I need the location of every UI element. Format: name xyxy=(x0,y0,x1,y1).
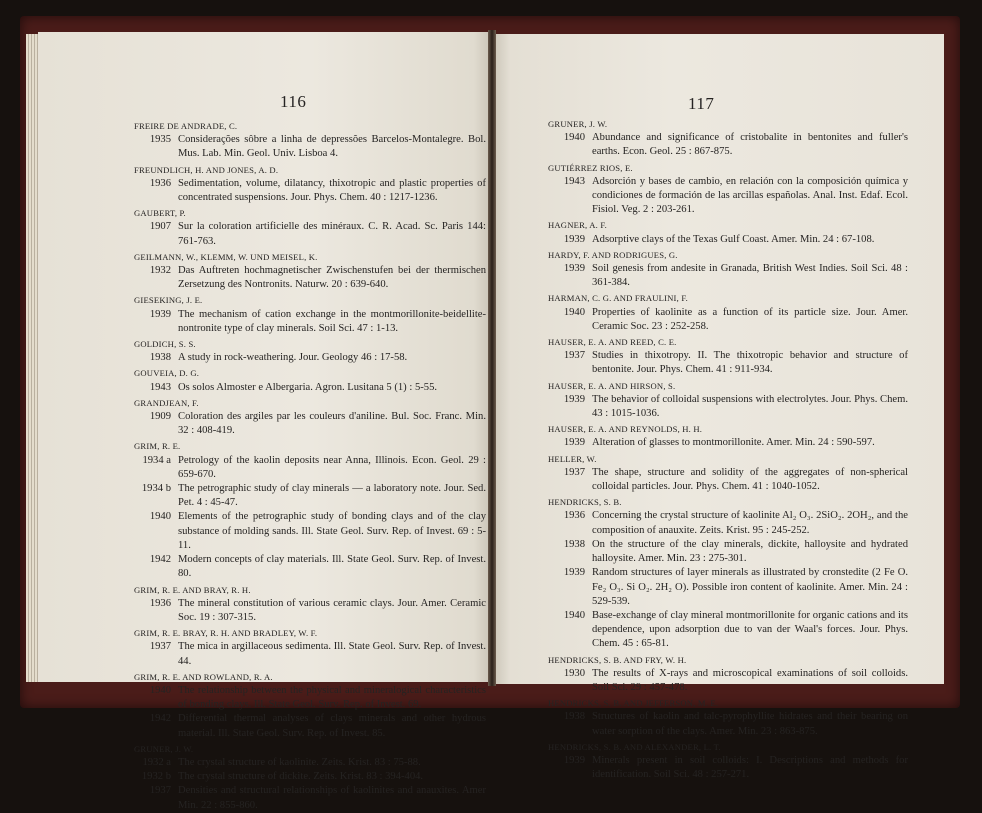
reference-text: Adsorptive clays of the Texas Gulf Coast. Amer. Min. 24 : 67-108. xyxy=(592,233,875,245)
reference-text: Minerals present in soil colloids: I. Descriptions and methods for identification. Soil Sci. 48 : 257-271. xyxy=(592,754,908,781)
reference-text: The mechanism of cation exchange in the montmorillonite-beidellite-nontronite type of clay minerals. Soil Sci. 47 : 1-13. xyxy=(178,308,486,334)
author-heading: FREUNDLICH, H. AND JONES, A. D. xyxy=(134,164,279,175)
reference-entry xyxy=(134,597,486,625)
reference-year: 1940 xyxy=(149,684,171,696)
reference-entry xyxy=(548,306,908,334)
reference-entry xyxy=(134,177,486,205)
author-heading: HAGNER, A. F. xyxy=(548,220,607,231)
reference-text: Das Auftreten hochmagnetischer Zwischenstufen bei der thermischen Zersetzung des Nontronits. Naturw. 20 : 639-640. xyxy=(178,265,486,291)
reference-year: 1939 xyxy=(563,567,585,579)
right-page xyxy=(492,34,944,781)
author-heading: GRUNER, J. W. xyxy=(548,119,608,129)
author-heading: HENDRICKS, S. B. AND FRY, W. H. xyxy=(548,654,687,665)
reference-text: Coloration des argiles par les couleurs d'aniline. Bul. Soc. Franc. Min. 32 : 408-419. xyxy=(178,411,486,437)
reference-text: Modern concepts of clay materials. Ill. State Geol. Surv. Rep. of Invest. 80. xyxy=(178,554,486,580)
author-heading: HENDRICKS, S. B. xyxy=(548,497,622,508)
reference-entry xyxy=(134,454,486,482)
reference-text: The mica in argillaceous sedimenta. Ill. State Geol. Surv. Rep. of Invest. 44. xyxy=(178,641,486,667)
author-heading: FREIRE DE ANDRADE, C. xyxy=(134,121,238,131)
reference-entry xyxy=(134,784,486,812)
reference-entry xyxy=(548,436,908,450)
reference-text: Considerações sôbre a linha de depressões Barcelos-Montalegre. Bol. Mus. Lab. Min. Geol. Univ. Lisboa 4. xyxy=(178,134,486,160)
reference-year: 1909 xyxy=(149,411,171,423)
reference-year: 1934 a xyxy=(142,454,171,466)
author-heading: GOLDICH, S. S. xyxy=(134,339,196,350)
reference-text: Adsorción y bases de cambio, en relación con la composición química y condiciones de formación de las arcillas españolas. Anal. Inst. Edaf. Ecol. Fisiol. Veg. 2 : 203-261. xyxy=(592,175,908,216)
reference-year: 1939 xyxy=(563,754,585,766)
author-heading: HAUSER, E. A. AND REYNOLDS, H. H. xyxy=(548,424,703,435)
author-heading: GAUBERT, P. xyxy=(134,208,186,219)
reference-text: Petrology of the kaolin deposits near Anna, Illinois. Econ. Geol. 29 : 659-670. xyxy=(178,454,486,480)
reference-year: 1937 xyxy=(149,641,171,653)
reference-entry xyxy=(134,756,486,770)
author-heading: GRIM, R. E. AND BRAY, R. H. xyxy=(134,584,251,595)
reference-text: Sedimentation, volume, dilatancy, thixotropic and plastic properties of concentrated suspensions. Jour. Phys. Chem. 40 : 1217-1236. xyxy=(178,177,486,204)
reference-year: 1932 b xyxy=(141,771,171,783)
author-heading: HENDRICKS, S. B. AND JEFFERSON, M. E. xyxy=(548,698,719,709)
author-heading: GOUVEIA, D. G. xyxy=(134,368,200,379)
reference-year: 1930 xyxy=(563,667,585,679)
reference-year: 1942 xyxy=(149,554,171,566)
reference-text: Abundance and significance of cristobalite in bentonites and fuller's earths. Econ. Geol. 25 : 867-875. xyxy=(592,132,908,158)
reference-entry xyxy=(548,754,908,782)
reference-year: 1940 xyxy=(149,511,171,523)
bibliography-list xyxy=(548,116,908,782)
reference-text: The crystal structure of kaolinite. Zeits. Krist. 83 : 75-88. xyxy=(178,756,421,768)
author-heading: HAUSER, E. A. AND REED, C. E. xyxy=(548,337,677,348)
reference-text: Studies in thixotropy. II. The thixotropic behavior and structure of bentonite. Jour. Phys. Chem. 41 : 911-934. xyxy=(592,350,908,376)
reference-entry xyxy=(134,553,486,581)
reference-entry xyxy=(134,308,486,336)
reference-year: 1936 xyxy=(563,510,585,522)
reference-text: Elements of the petrographic study of bonding clays and of the clay substance of molding sands. Ill. State Geol. Surv. Rep. of Invest. 69 : 5-11. xyxy=(178,511,486,551)
reference-entry xyxy=(548,233,908,247)
reference-year: 1936 xyxy=(149,177,171,189)
reference-text: On the structure of the clay minerals, dickite, halloysite and hydrated halloysite. Amer. Min. 23 : 275-301. xyxy=(592,538,908,565)
author-heading: GRIM, R. E. AND ROWLAND, R. A. xyxy=(134,671,273,682)
reference-text: Structures of kaolin and talc-pyrophyllite hidrates and their bearing on water sorption of the clays. Amer. Min. 23 : 863-875. xyxy=(592,711,908,737)
page-number: 117 xyxy=(688,94,715,113)
reference-text: The relationship between the physical and mineralogical characteristics of bonding clays. Ill. State Geol. Surv. Rep. of Invest. 69. xyxy=(178,684,486,711)
reference-entry xyxy=(134,640,486,668)
reference-year: 1939 xyxy=(563,437,585,449)
reference-year: 1939 xyxy=(563,233,585,245)
page-number: 116 xyxy=(280,92,307,111)
reference-year: 1939 xyxy=(563,263,585,275)
reference-year: 1939 xyxy=(563,393,585,405)
reference-year: 1934 b xyxy=(141,483,171,495)
author-heading: HARDY, F. AND RODRIGUES, G. xyxy=(548,249,678,260)
reference-year: 1939 xyxy=(149,308,171,320)
author-heading: GRUNER, J. W. xyxy=(134,743,194,754)
reference-entry xyxy=(134,133,486,161)
reference-year: 1907 xyxy=(149,221,171,233)
reference-entry xyxy=(548,349,908,377)
reference-text: Sur la coloration artificielle des minéraux. C. R. Acad. Sc. Paris 144: 761-763. xyxy=(178,221,486,247)
reference-text: Properties of kaolinite as a function of its particle size. Jour. Amer. Ceramic Soc. 23 : 252-258. xyxy=(592,306,908,332)
reference-entry xyxy=(134,264,486,292)
author-heading: GUTIÉRREZ RIOS, E. xyxy=(548,162,633,173)
reference-text: Random structures of layer minerals as illustrated by cronstedite (2 Fe O. Fe₂ O₃. Si O₂. 2H₂ O). Possible iron content of kaolinite. Amer. Min. 24 : 529-539. xyxy=(592,567,908,607)
reference-year: 1940 xyxy=(563,132,585,144)
author-heading: GRANDJEAN, F. xyxy=(134,397,199,408)
reference-text: Soil genesis from andesite in Granada, British West Indies. Soil Sci. 48 : 361-384. xyxy=(592,263,908,289)
author-heading: GRIM, R. E. BRAY, R. H. AND BRADLEY, W. F. xyxy=(134,628,318,639)
reference-text: The shape, structure and solidity of the aggregates of non-spherical colloidal particles. Jour. Phys. Chem. 41 : 1040-1052. xyxy=(592,466,908,493)
reference-year: 1936 xyxy=(149,597,171,609)
reference-entry xyxy=(134,712,486,740)
left-page xyxy=(38,32,492,811)
reference-entry xyxy=(548,466,908,494)
reference-text: The petrographic study of clay minerals — a laboratory note. Jour. Sed. Pet. 4 : 45-47. xyxy=(178,483,486,509)
reference-entry xyxy=(134,220,486,248)
reference-text: Concerning the crystal structure of kaolinite Al₂ O₃. 2SiO₂. 2OH₂, and the composition of anauxite. Zeits. Krist. 95 : 245-252. xyxy=(592,510,908,536)
reference-entry xyxy=(548,609,908,652)
author-heading: HELLER, W. xyxy=(548,453,597,464)
reference-entry xyxy=(548,393,908,421)
reference-entry xyxy=(548,667,908,695)
reference-text: Base-exchange of clay mineral montmorillonite for organic cations and its dependence, upon adsorption due to van der Waal's forces. Jour. Phys. Chem. 45 : 65-81. xyxy=(592,609,908,650)
author-heading: HARMAN, C. G. AND FRAULINI, F. xyxy=(548,293,688,304)
reference-text: Alteration of glasses to montmorillonite. Amer. Min. 24 : 590-597. xyxy=(592,437,875,449)
reference-entry xyxy=(134,351,486,365)
reference-entry xyxy=(548,538,908,566)
reference-year: 1935 xyxy=(149,134,171,146)
reference-entry xyxy=(548,710,908,738)
reference-entry xyxy=(134,684,486,712)
reference-year: 1932 a xyxy=(142,756,171,768)
reference-entry xyxy=(134,482,486,510)
reference-entry xyxy=(134,770,486,784)
author-heading: GIESEKING, J. E. xyxy=(134,295,203,306)
book-gutter xyxy=(488,30,496,686)
reference-year: 1938 xyxy=(149,352,171,364)
reference-year: 1940 xyxy=(563,609,585,621)
reference-entry xyxy=(134,410,486,438)
author-heading: GRIM, R. E. xyxy=(134,441,181,452)
reference-text: The crystal structure of dickite. Zeits. Krist. 83 : 394-404. xyxy=(178,771,424,783)
reference-entry xyxy=(134,381,486,395)
reference-text: Os solos Almoster e Albergaria. Agron. Lusitana 5 (1) : 5-55. xyxy=(178,381,438,393)
reference-text: The results of X-rays and microscopical examinations of soil colloids. Soil Sci. 29 : 457-478. xyxy=(592,667,908,693)
reference-year: 1937 xyxy=(563,466,585,478)
reference-year: 1932 xyxy=(149,265,171,277)
reference-entry xyxy=(548,131,908,159)
reference-year: 1937 xyxy=(149,785,171,797)
reference-entry xyxy=(548,175,908,218)
reference-year: 1942 xyxy=(149,713,171,725)
reference-year: 1937 xyxy=(563,350,585,362)
reference-entry xyxy=(548,509,908,537)
reference-text: Differential thermal analyses of clays minerals and other hydrous material. Ill. State Geol. Surv. Rep. of Invest. 85. xyxy=(178,713,486,739)
author-heading: GEILMANN, W., KLEMM, W. UND MEISEL, K. xyxy=(134,251,318,262)
reference-text: A study in rock-weathering. Jour. Geology 46 : 17-58. xyxy=(178,352,408,364)
reference-year: 1943 xyxy=(149,381,171,393)
reference-year: 1943 xyxy=(563,175,585,187)
author-heading: HENDRICKS, S. B. AND ALEXANDER, L. T. xyxy=(548,741,721,752)
bibliography-list xyxy=(134,118,486,813)
reference-year: 1938 xyxy=(563,711,585,723)
author-heading: HAUSER, E. A. AND HIRSON, S. xyxy=(548,380,676,391)
reference-entry xyxy=(548,566,908,609)
reference-entry xyxy=(134,510,486,553)
reference-entry xyxy=(548,262,908,290)
reference-year: 1938 xyxy=(563,538,585,550)
reference-year: 1940 xyxy=(563,306,585,318)
reference-text: The mineral constitution of various ceramic clays. Jour. Amer. Ceramic Soc. 19 : 307-315. xyxy=(178,597,486,623)
reference-text: The behavior of colloidal suspensions with electrolytes. Jour. Phys. Chem. 43 : 1015-1036. xyxy=(592,393,908,420)
reference-text: Densities and structural relationships of kaolinites and anauxites. Amer Min. 22 : 855-860. xyxy=(178,785,486,811)
